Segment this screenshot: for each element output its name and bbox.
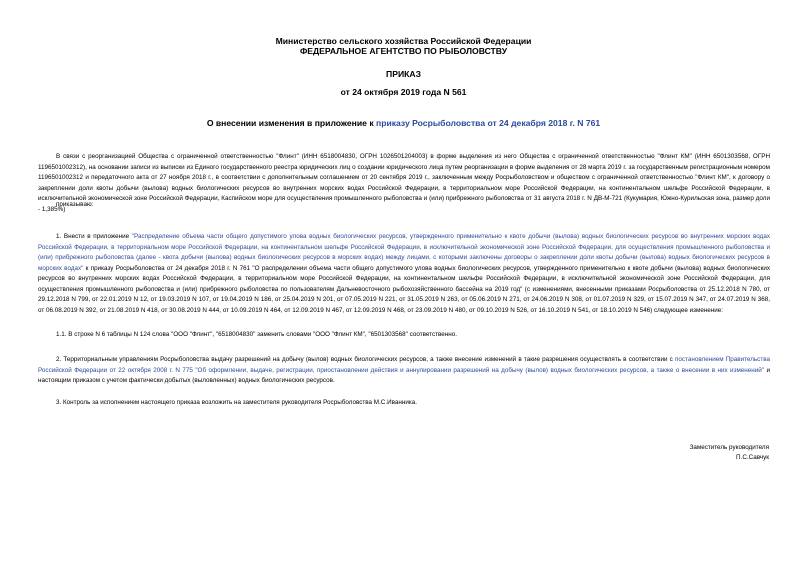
item-1-mid: к приказу Росрыболовства от 24 декабря 2018 г. N 761 "О распределении объема части общего допустимого улова водных биологических ресурсов, утвержденного применительно к квоте добычи (вылова) водных биологических ресурсов во внутренних морских водах Российской Федерации, в территориальном море Российской Федерации, на континентальном шельфе Российской Федерации, в исключительной экономической зоне Российской Федерации, для осуществления промышленного рыболовства и (или) прибрежного рыболовства по пользователям Дальневосточного рыбохозяйственного бассейна на 2019 год" [38,264,771,293]
item-2-paragraph [38,355,770,387]
document-type: ПРИКАЗ [386,69,421,79]
item-2-prefix: 2. Территориальным управлениям Росрыболовства выдачу разрешений на добычу (вылов) водных биологических ресурсов, а также внесение изменений в такие разрешения осуществлять в соответствии с [56,356,675,363]
document-title [0,118,807,128]
item-1-prefix: 1. Внести в приложение [56,233,132,240]
signatory-name: П.С.Савчук [736,454,769,461]
ministry-name: Министерство сельского хозяйства Российской Федерации [275,36,532,46]
appendix-link[interactable]: "Распределение объема части общего допустимого улова водных биологических ресурсов, утвержденного применительно к квоте добычи (вылова) водных биологических ресурсов во внутренних морских водах Российской Федерации, в территориальном море Российской Федерации, на континентальном шельфе Российской Федерации, в исключительной экономической зоне Российской Федерации, для осуществления промышленного рыболовства и (или) прибрежного рыболовства (далее - квота добычи (вылова) водных биологических ресурсов в морских водах) между лицами, с которыми заключены договоры о закреплении доли квоты добычи (вылова) водных биологических ресурсов в морских водах" [38,233,770,272]
item-1-1-paragraph: 1.1. В строке N 6 таблицы N 124 слова "ООО "Флинт", "6518004830" заменить словами "ООО "Флинт КМ", "6501303568" соответственно. [56,331,458,338]
document-date-number: от 24 октября 2019 года N 561 [340,87,467,97]
item-1-changes: (с изменениями, внесенными приказами Росрыболовства от 25.12.2018 N 780, от 29.12.2018 N 799, от 22.01.2019 N 12, от 19.03.2019 N 107, от 19.04.2019 N 186, от 25.04.2019 N 201, от 07.05.2019 N 221, от 31.05.2019 N 263, от 05.06.2019 N 271, от 24.06.2019 N 308, от 01.07.2019 N 329, от 15.07.2019 N 347, от 24.07.2019 N 368, от 06.08.2019 N 392, от 21.08.2019 N 418, от 30.08.2019 N 444, от 10.09.2019 N 464, от 12.09.2019 N 467, от 12.09.2019 N 468, от 23.09.2019 N 480, от 09.10.2019 N 526, от 16.10.2019 N 541, от 18.10.2019 N 546) [38,285,770,314]
agency-name: ФЕДЕРАЛЬНОЕ АГЕНТСТВО ПО РЫБОЛОВСТВУ [299,46,508,56]
item-2-suffix: и настоящим приказом с учетом фактически добытых (выловленных) водных биологических ресурсов. [38,366,770,384]
item-3-paragraph: 3. Контроль за исполнением настоящего приказа возложить на заместителя руководителя Росрыболовства М.С.Иванника. [56,399,417,406]
title-order-link[interactable]: приказу Росрыболовства от 24 декабря 2018 г. N 761 [376,118,601,128]
title-prefix: О внесении изменения в приложение к [206,118,377,128]
item-1-paragraph [38,232,770,316]
item-1-suffix: следующее изменение: [652,306,724,314]
resolution-link[interactable]: постановлением Правительства Российской Федерации от 22 октября 2008 г. N 775 "Об оформлении, выдаче, регистрации, приостановлении действия и аннулировании разрешений на добычу (вылов) водных биологических ресурсов, а также о внесении в них изменений" [38,356,770,374]
intro-paragraph: В связи с реорганизацией Общества с ограниченной ответственностью "Флинт" (ИНН 6518004830, ОГРН 1026501204003) в форме выделения из него Общества с ограниченной ответственностью "Флинт КМ" (ИНН 6501303568, ОГРН 1196501002312), на основании записи из выписки из Единого государственного реестра юридических лиц о создании юридического лица путем реорганизации в форме выделения от 28 марта 2019 г. за государственным регистрационным номером 1196501002312 и передаточного акта от 27 ноября 2018 г., в соответствии с дополнительным соглашением от 20 сентября 2019 г., заключенным между Росрыболовством и обществом с ограниченной ответственностью "Флинт КМ", к договору о закреплении доли квоты добычи (вылова) водных биологических ресурсов во внутренних морских водах Российской Федерации, в территориальном море Российской Федерации, на континентальном шельфе Российской Федерации, в исключительной экономической зоне Российской Федерации, Каспийском море для осуществления промышленного рыболовства и (или) прибрежного рыболовства от 31 августа 2018 г. N ДВ-М-721 (Кукумария, Южно-Курильская зона, размер доли - 1,385%) [38,153,770,213]
signatory-position: Заместитель руководителя [689,444,769,451]
order-word: приказываю: [56,201,94,208]
